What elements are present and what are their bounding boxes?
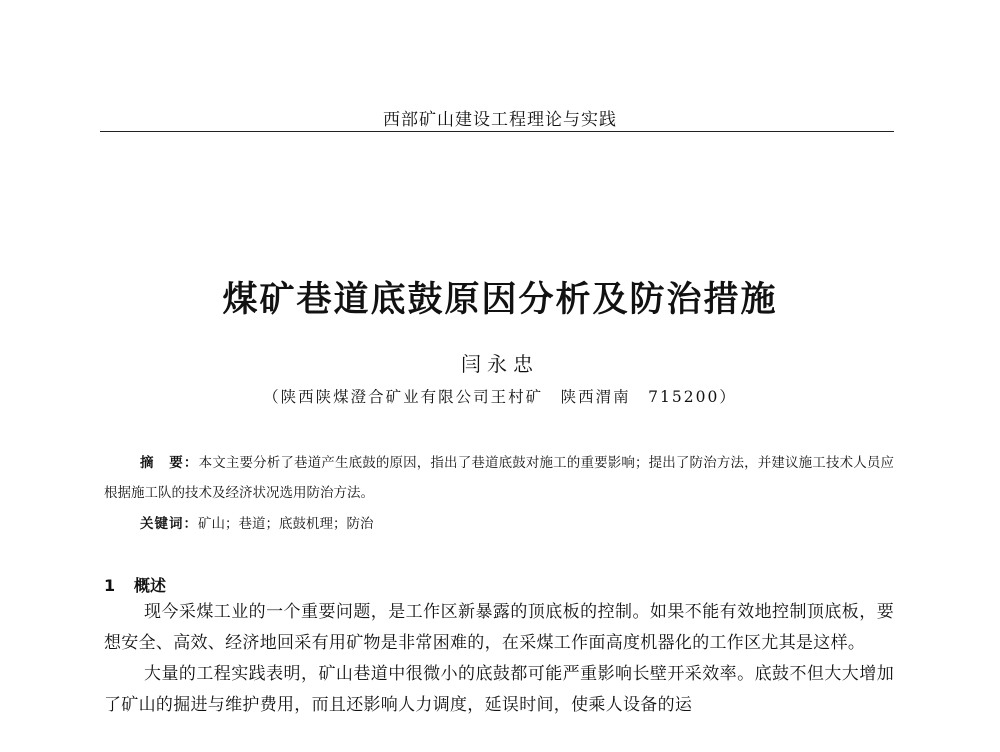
article-author: 闫永忠	[461, 352, 539, 376]
header-rule	[100, 131, 894, 132]
abstract-text: 本文主要分析了巷道产生底鼓的原因，指出了巷道底鼓对施工的重要影响；提出了防治方法，并建议施工技术人员应根据施工队的技术及经济状况选用防治方法。	[104, 455, 895, 501]
section-title: 概述	[134, 576, 167, 595]
article-title: 煤矿巷道底鼓原因分析及防治措施	[222, 280, 778, 320]
article-affiliation: （陕西陕煤澄合矿业有限公司王村矿 陕西渭南 715200）	[263, 388, 737, 406]
section-body	[104, 597, 894, 721]
abstract	[104, 448, 894, 508]
section-number: 1	[104, 576, 116, 595]
abstract-label: 摘 要：	[140, 455, 199, 471]
body-paragraph: 现今采煤工业的一个重要问题，是工作区新暴露的顶底板的控制。如果不能有效地控制顶底板，要想安全、高效、经济地回采有用矿物是非常困难的，在采煤工作面高度机器化的工作区尤其是这样。	[104, 602, 894, 653]
body-paragraph: 大量的工程实践表明，矿山巷道中很微小的底鼓都可能严重影响长壁开采效率。底鼓不但大大增加了矿山的掘进与维护费用，而且还影响人力调度，延误时间，使乘人设备的运	[104, 664, 894, 715]
running-header: 西部矿山建设工程理论与实践	[383, 110, 617, 130]
keywords-text: 矿山；巷道；底鼓机理；防治	[198, 516, 374, 532]
section-heading	[104, 573, 166, 596]
keywords-label: 关键词：	[140, 516, 198, 532]
keywords	[140, 512, 374, 532]
